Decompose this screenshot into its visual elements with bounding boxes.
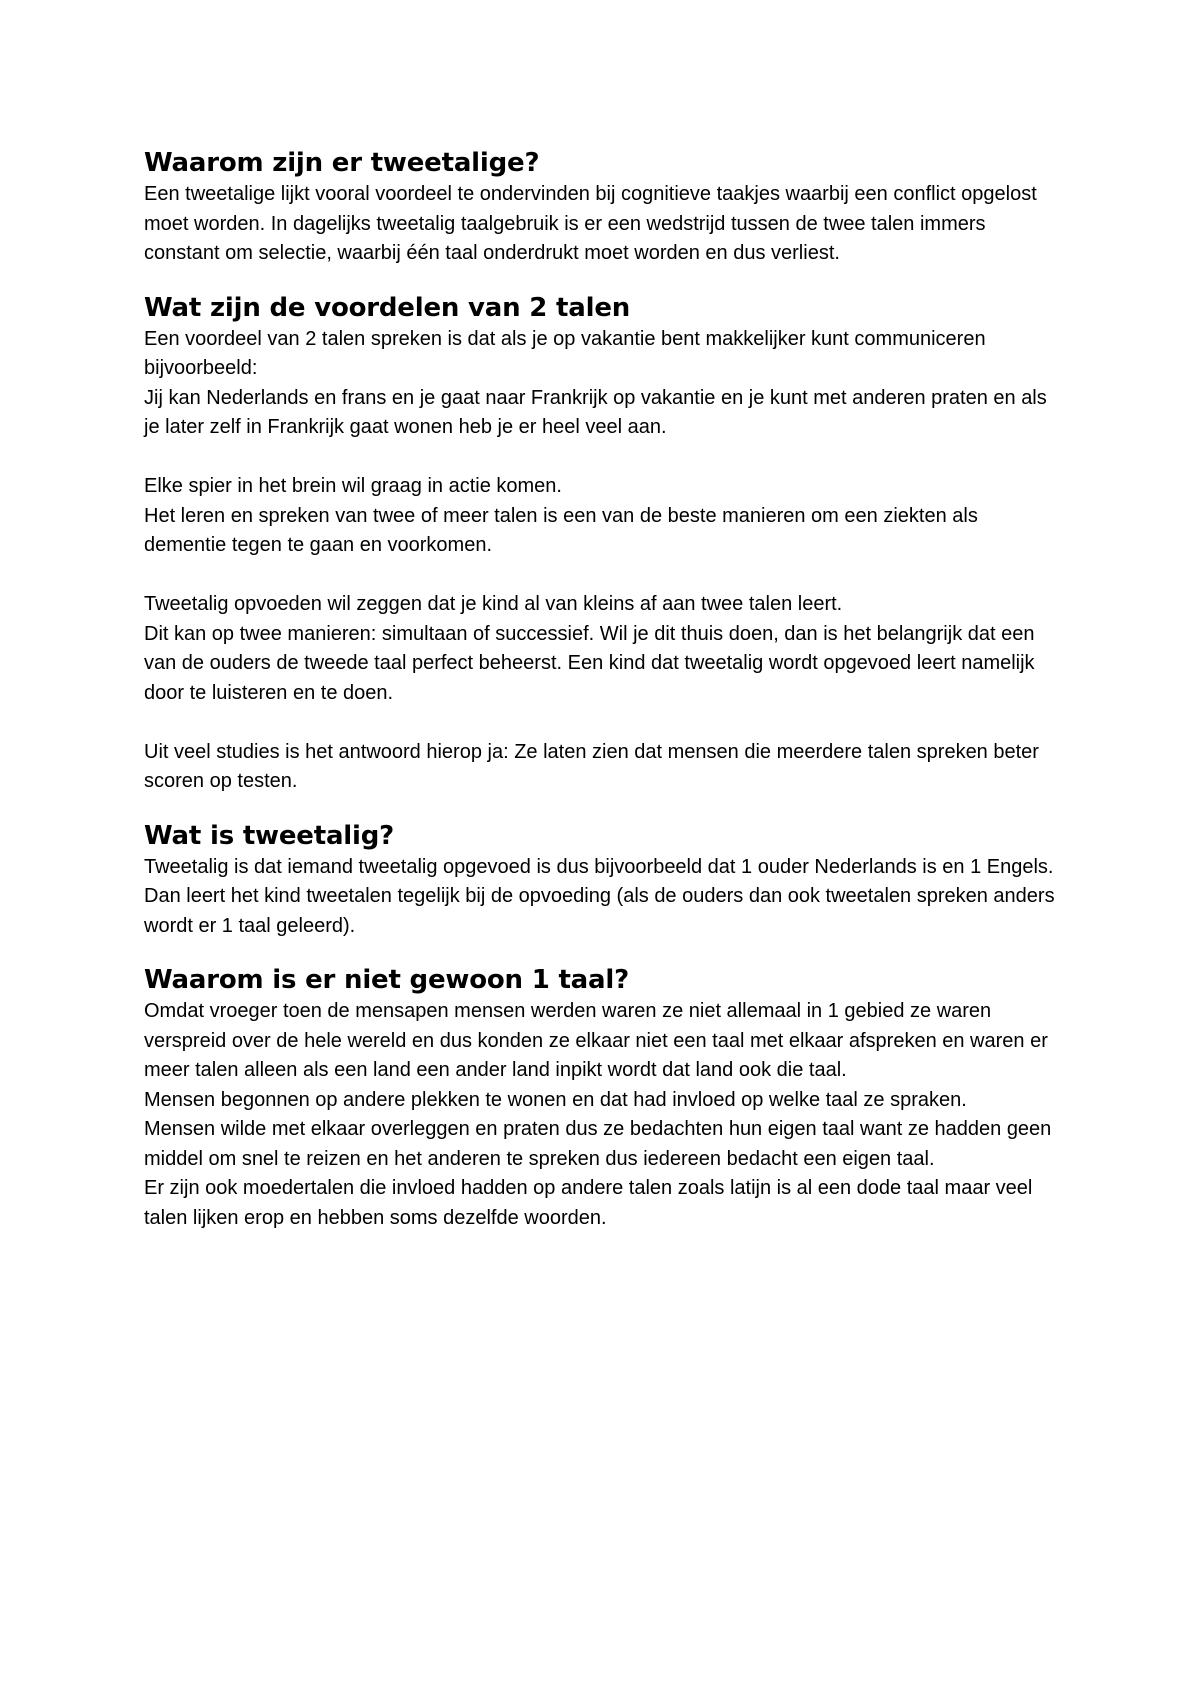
paragraph: Jij kan Nederlands en frans en je gaat naar Frankrijk op vakantie en je kunt met anderen praten en als je later zelf in Frankrijk gaat wonen heb je er heel veel aan. — [144, 386, 1047, 438]
blank-line — [144, 443, 1064, 473]
document-body — [144, 146, 1064, 1233]
paragraph: Tweetalig is dat iemand tweetalig opgevoed is dus bijvoorbeeld dat 1 ouder Nederlands is en 1 Engels. Dan leert het kind tweetalen tegelijk bij de opvoeding (als de ouders dan ook tweetalen spreken anders wordt er 1 taal geleerd). — [144, 855, 1055, 937]
paragraph: Mensen wilde met elkaar overleggen en praten dus ze bedachten hun eigen taal want ze hadden geen middel om snel te reizen en het anderen te spreken dus iedereen bedacht een eigen taal. — [144, 1118, 1052, 1170]
paragraph: Tweetalig opvoeden wil zeggen dat je kind al van kleins af aan twee talen leert. — [144, 593, 843, 615]
section-waarom-niet-1-taal — [144, 963, 1064, 1233]
spacer — [144, 941, 1064, 963]
section-wat-is-tweetalig — [144, 819, 1064, 942]
section-waarom-tweetalige — [144, 146, 1064, 269]
spacer — [144, 269, 1064, 291]
section-heading: Waarom is er niet gewoon 1 taal? — [144, 965, 629, 995]
paragraph: Het leren en spreken van twee of meer talen is een van de beste manieren om een ziekten als dementie tegen te gaan en voorkomen. — [144, 504, 978, 556]
section-heading: Wat is tweetalig? — [144, 820, 395, 851]
paragraph: Mensen begonnen op andere plekken te wonen en dat had invloed op welke taal ze spraken. — [144, 1088, 967, 1111]
paragraph: Er zijn ook moedertalen die invloed hadden op andere talen zoals latijn is al een dode taal maar veel talen lijken erop en hebben soms dezelfde woorden. — [144, 1177, 1033, 1229]
spacer — [144, 797, 1064, 819]
blank-line — [144, 561, 1064, 591]
section-voordelen — [144, 291, 1064, 797]
paragraph: Uit veel studies is het antwoord hierop ja: Ze laten zien dat mensen die meerdere talen spreken beter scoren op testen. — [144, 740, 1039, 792]
section-heading: Waarom zijn er tweetalige? — [144, 148, 540, 178]
paragraph: Omdat vroeger toen de mensapen mensen werden waren ze niet allemaal in 1 gebied ze waren verspreid over de hele wereld en dus konden ze elkaar niet een taal met elkaar afspreken en waren er meer talen alleen als een land een ander land inpikt wordt dat land ook die taal. — [144, 1000, 1048, 1081]
paragraph: Een tweetalige lijkt vooral voordeel te ondervinden bij cognitieve taakjes waarbij een conflict opgelost moet worden. In dagelijks tweetalig taalgebruik is er een wedstrijd tussen de twee talen immers constant om selectie, waarbij één taal onderdrukt moet worden en dus verliest. — [144, 183, 1037, 264]
paragraph: Een voordeel van 2 talen spreken is dat als je op vakantie bent makkelijker kunt communiceren bijvoorbeeld: — [144, 327, 986, 379]
blank-line — [144, 708, 1064, 738]
paragraph: Dit kan op twee manieren: simultaan of successief. Wil je dit thuis doen, dan is het belangrijk dat een van de ouders de tweede taal perfect beheerst. Een kind dat tweetalig wordt opgevoed leert namelijk door te luisteren en te doen. — [144, 622, 1035, 704]
section-heading: Wat zijn de voordelen van 2 talen — [144, 292, 631, 323]
paragraph: Elke spier in het brein wil graag in actie komen. — [144, 475, 562, 497]
